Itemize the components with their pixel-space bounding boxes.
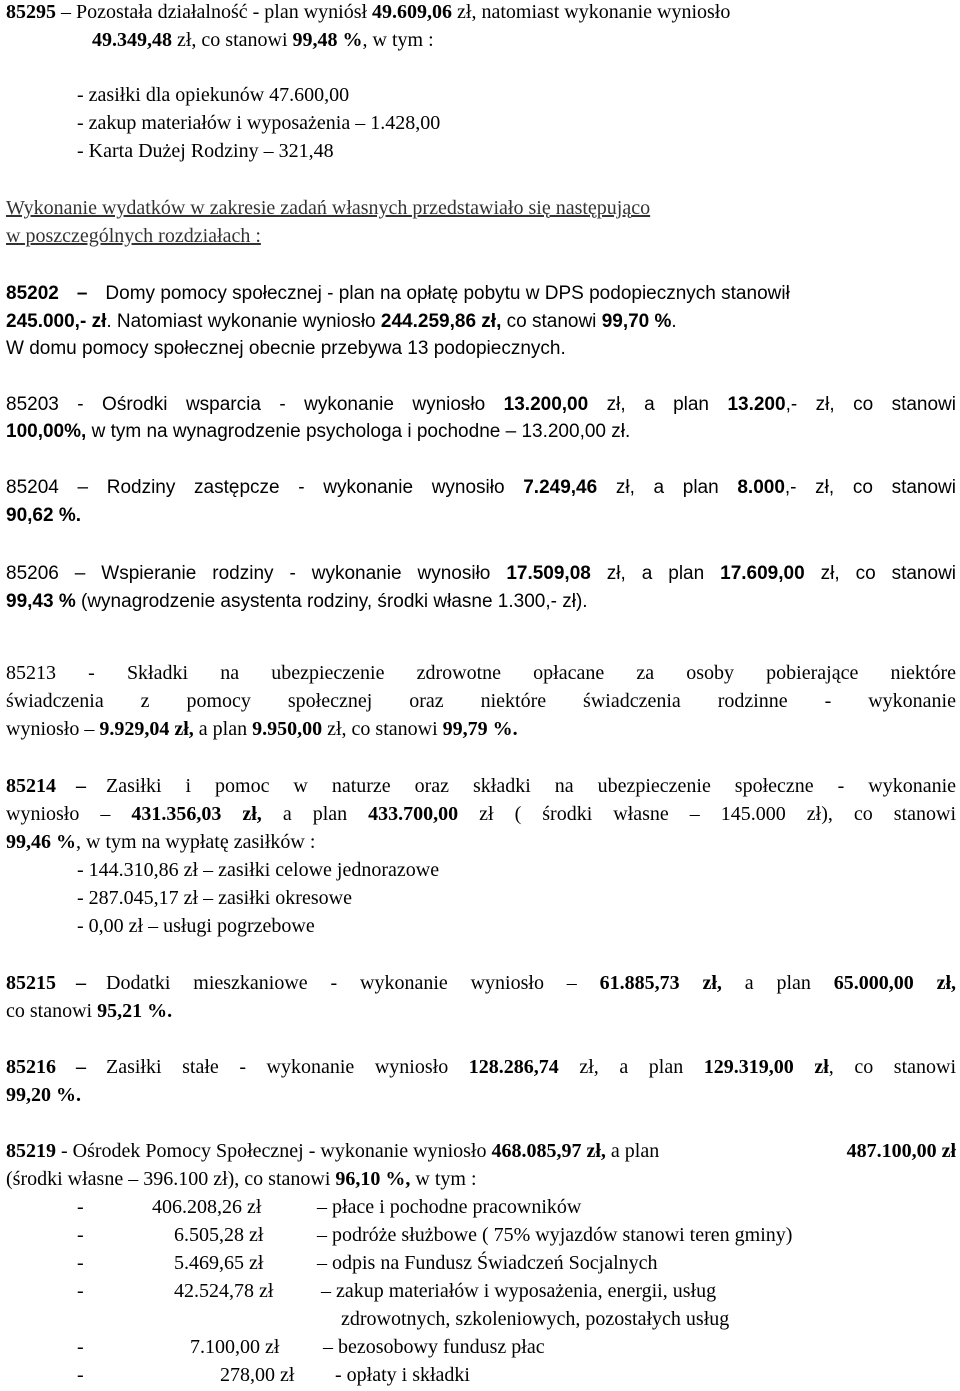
- paragraph-85216-line2: 99,20 %.: [6, 1084, 81, 1106]
- paragraph-85213-line1: 85213 - Składki na ubezpieczenie zdrowotne opłacane za osoby pobierające niektóre: [6, 662, 956, 684]
- paragraph-85295-line1: 85295 – Pozostała działalność - plan wyniósł 49.609,06 zł, natomiast wykonanie wyniosło: [6, 1, 731, 23]
- section-code: 85215: [6, 972, 56, 994]
- paragraph-85219-line1: 85219 - Ośrodek Pomocy Społecznej - wykonanie wyniosło 468.085,97 zł, a plan 487.100,00 zł: [6, 1140, 956, 1162]
- section-code: 85214: [6, 775, 56, 797]
- paragraph-85219-line2: (środki własne – 396.100 zł), co stanowi 96,10 %, w tym :: [6, 1168, 477, 1190]
- paragraph-85295-line2: 49.349,48 zł, co stanowi 99,48 %, w tym :: [92, 29, 434, 51]
- paragraph-85203-line2: 100,00%, w tym na wynagrodzenie psychologa i pochodne – 13.200,00 zł.: [6, 421, 631, 442]
- section-code: 85295: [6, 1, 56, 23]
- list-item: - Karta Dużej Rodziny – 321,48: [77, 140, 334, 162]
- paragraph-85214-line1: 85214 – Zasiłki i pomoc w naturze oraz składki na ubezpieczenie społeczne - wykonanie: [6, 775, 956, 797]
- section-heading-line2: w poszczególnych rozdziałach :: [6, 225, 261, 247]
- paragraph-85203-line1: 85203 - Ośrodki wsparcia - wykonanie wyniosło 13.200,00 zł, a plan 13.200,- zł, co stanowi: [6, 394, 956, 415]
- section-code: 85202: [6, 283, 59, 304]
- paragraph-85213-line2: świadczenia z pomocy społecznej oraz niektóre świadczenia rodzinne - wykonanie: [6, 690, 956, 712]
- paragraph-85214-line3: 99,46 %, w tym na wypłatę zasiłków :: [6, 831, 316, 853]
- list-item: - 42.524,78 zł – zakup materiałów i wyposażenia, energii, usług: [77, 1280, 717, 1302]
- list-item: - 144.310,86 zł – zasiłki celowe jednorazowe: [77, 859, 440, 881]
- paragraph-85216-line1: 85216 – Zasiłki stałe - wykonanie wyniosło 128.286,74 zł, a plan 129.319,00 zł, co stanowi: [6, 1056, 957, 1078]
- list-item: - 406.208,26 zł – płace i pochodne pracowników: [77, 1196, 582, 1218]
- section-code: 85219: [6, 1140, 56, 1162]
- list-item: - zakup materiałów i wyposażenia – 1.428,00: [77, 112, 441, 134]
- section-heading-line1: Wykonanie wydatków w zakresie zadań własnych przedstawiało się następująco: [6, 197, 651, 219]
- list-item: - 287.045,17 zł – zasiłki okresowe: [77, 887, 352, 909]
- paragraph-85204-line2: 90,62 %.: [6, 505, 81, 526]
- paragraph-85215-line1: 85215 – Dodatki mieszkaniowe - wykonanie wyniosło – 61.885,73 zł, a plan 65.000,00 zł,: [6, 972, 957, 994]
- list-item: - zasiłki dla opiekunów 47.600,00: [77, 84, 350, 106]
- paragraph-85214-line2: wyniosło – 431.356,03 zł, a plan 433.700,00 zł ( środki własne – 145.000 zł), co stanowi: [6, 803, 957, 825]
- paragraph-85202-line1: 85202 – Domy pomocy społecznej - plan na opłatę pobytu w DPS podopiecznych stanowił: [6, 283, 790, 304]
- section-code: 85216: [6, 1056, 56, 1078]
- list-item: - 278,00 zł - opłaty i składki: [77, 1364, 470, 1386]
- list-item: - 6.505,28 zł – podróże służbowe ( 75% wyjazdów stanowi teren gminy): [77, 1224, 793, 1246]
- list-item: - 0,00 zł – usługi pogrzebowe: [77, 915, 315, 937]
- paragraph-85213-line3: wyniosło – 9.929,04 zł, a plan 9.950,00 zł, co stanowi 99,79 %.: [6, 718, 518, 740]
- paragraph-85215-line2: co stanowi 95,21 %.: [6, 1000, 173, 1022]
- paragraph-85204-line1: 85204 – Rodziny zastępcze - wykonanie wynosiło 7.249,46 zł, a plan 8.000,- zł, co stanowi: [6, 477, 956, 498]
- paragraph-85206-line1: 85206 – Wspieranie rodziny - wykonanie wynosiło 17.509,08 zł, a plan 17.609,00 zł, co stanowi: [6, 563, 957, 584]
- list-item: - 7.100,00 zł – bezosobowy fundusz płac: [77, 1336, 545, 1358]
- document-page: 85295 – Pozostała działalność - plan wyniósł 49.609,06 zł, natomiast wykonanie wyniosło 49.349,48 zł, co stanowi 99,48 %, w tym : - zasiłki dla opiekunów 47.600,00 - zakup materiałów i wyposażenia – 1.428,00 - Karta Dużej Rodziny – 321,48 Wykonanie wydatków w zakresie zadań własnych przedstawiało się następująco w poszczególnych rozdziałach : 85202 – Domy pomocy społecznej - plan na opłatę pobytu w DPS podopiecznych stanowił 245.000,- zł. Natomiast wykonanie wyniosło 244.259,86 zł, co stanowi 99,70 %. W domu pomocy społecznej obecnie przebywa 13 podopiecznych. 85203 - Ośrodki wsparcia - wykonanie wyniosło 13.200,00 zł, a plan 13.200,- zł, co stanowi 100,00%, w tym na wynagrodzenie psychologa i pochodne – 13.200,00 zł. 85204 – Rodziny zastępcze - wykonanie wynosiło 7.249,46 zł, a plan 8.000,- zł, co stanowi 90,62 %. 85206 – Wspieranie rodziny - wykonanie wynosiło 17.509,08 zł, a plan 17.609,00 zł, co stanowi 99,43 % (wynagrodzenie asystenta rodziny, środki własne 1.300,- zł). 85213 - Składki na ubezpieczenie zdrowotne opłacane za osoby pobierające niektóre świadczenia z pomocy społecznej oraz niektóre świadczenia rodzinne - wykonanie wyniosło – 9.929,04 zł, a plan 9.950,00 zł, co stanowi 99,79 %. 85214 – Zasiłki i pomoc w naturze oraz składki na ubezpieczenie społeczne - wykonanie wyniosło – 431.356,03 zł, a plan 433.700,00 zł ( środki własne – 145.000 zł), co stanowi 99,46 %, w tym na wypłatę zasiłków : - 144.310,86 zł – zasiłki celowe jednorazowe - 287.045,17 zł – zasiłki okresowe - 0,00 zł – usługi pogrzebowe 85215 – Dodatki mieszkaniowe - wykonanie wyniosło – 61.885,73 zł, a plan 65.000,00 zł, co stanowi 95,21 %. 85216 – Zasiłki stałe - wykonanie wyniosło 128.286,74 zł, a plan 129.319,00 zł, co stanowi 99,20 %. 85219 - Ośrodek Pomocy Społecznej - wykonanie wyniosło 468.085,97 zł, a plan 487.100,00 zł (środki własne – 396.100 zł), co stanowi 96,10 %, w tym : - 406.208,26 zł – płace i pochodne pracowników - 6.505,28 zł – podróże służbowe ( 75% wyjazdów stanowi teren gminy) - 5.469,65 zł – odpis na Fundusz Świadczeń Socjalnych - 42.524,78 zł – zakup materiałów i wyposażenia, energii, usług zdrowotnych, szkoleniowych, pozostałych usług - 7.100,00 zł – bezosobowy fundusz płac - 278,00 zł - opłaty i składki: [6, 1, 957, 1386]
- list-item: - 5.469,65 zł – odpis na Fundusz Świadczeń Socjalnych: [77, 1252, 658, 1274]
- paragraph-85202-line3: W domu pomocy społecznej obecnie przebywa 13 podopiecznych.: [6, 338, 566, 359]
- paragraph-85206-line2: 99,43 % (wynagrodzenie asystenta rodziny, środki własne 1.300,- zł).: [6, 591, 588, 612]
- paragraph-85202-line2: 245.000,- zł. Natomiast wykonanie wyniosło 244.259,86 zł, co stanowi 99,70 %.: [6, 311, 677, 332]
